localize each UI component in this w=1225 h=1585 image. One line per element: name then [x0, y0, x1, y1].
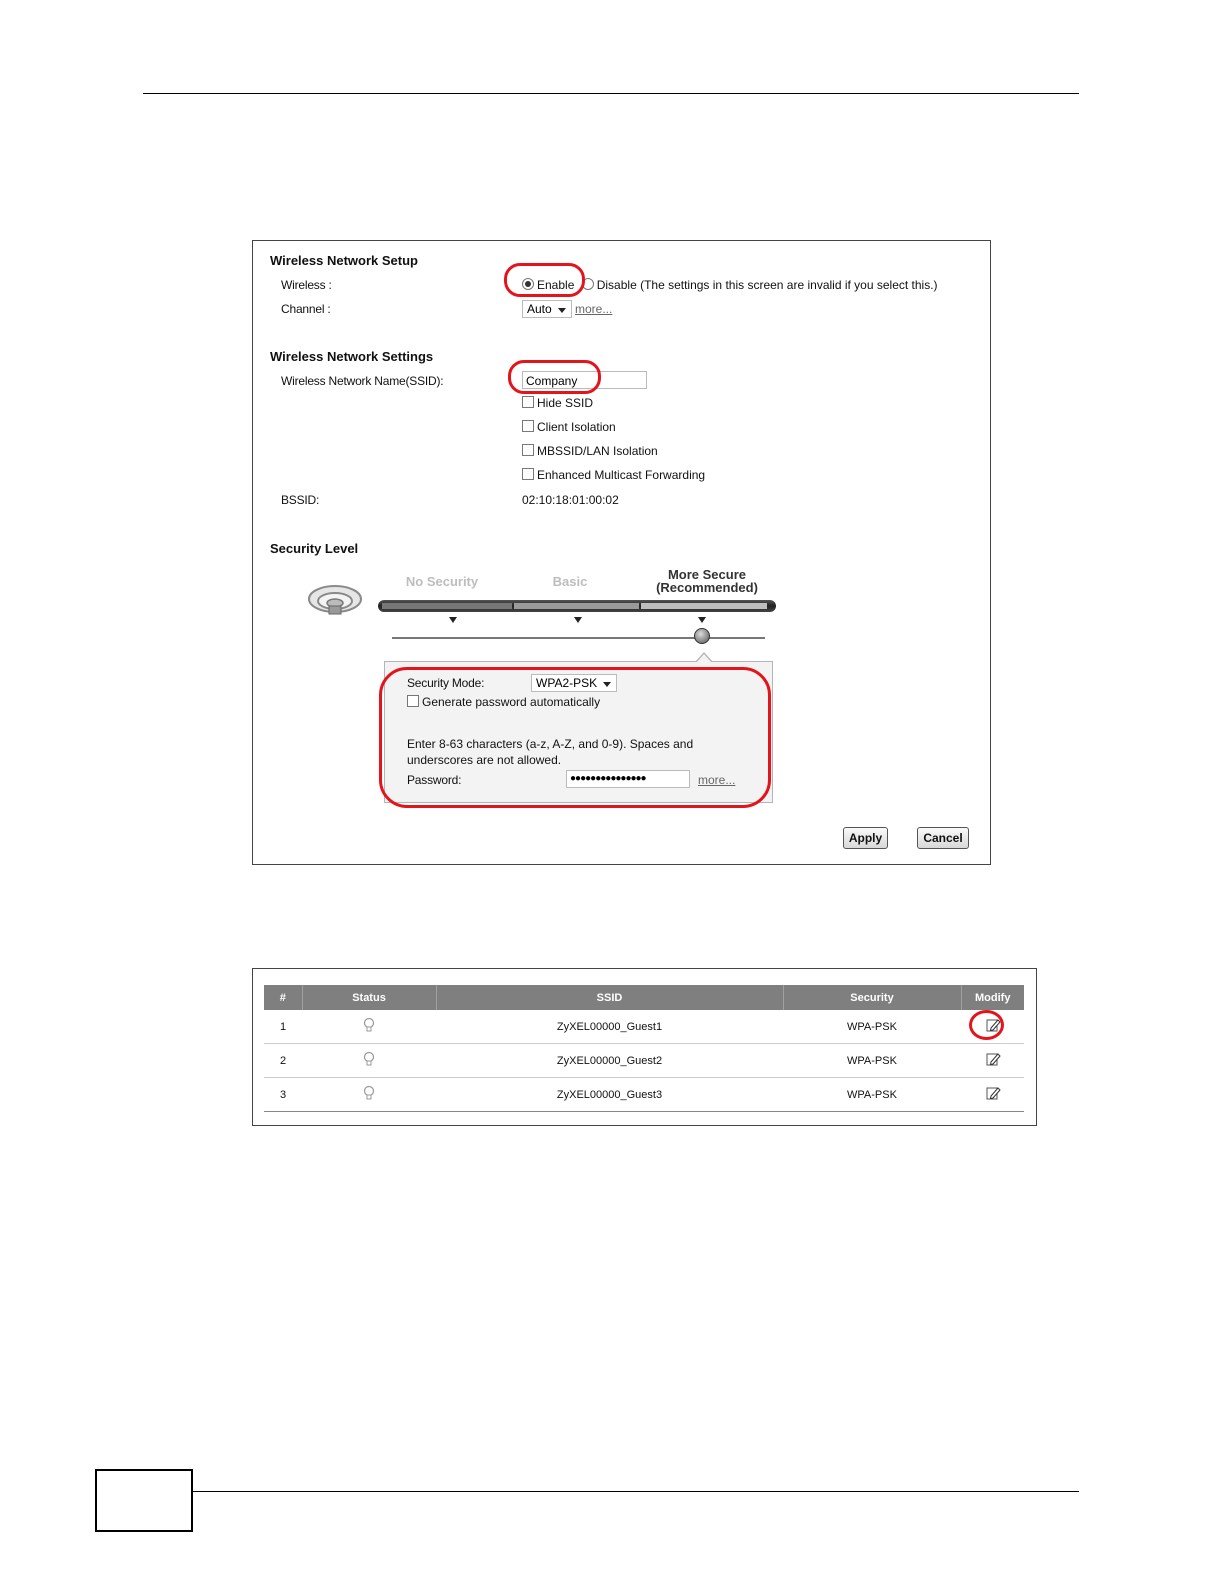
security-slider-knob[interactable] — [694, 628, 710, 644]
ssid-highlight — [508, 360, 601, 394]
checkbox-icon — [522, 468, 534, 480]
level-marker-icon — [574, 617, 582, 623]
channel-label: Channel : — [281, 302, 331, 316]
wifi-router-icon — [307, 582, 363, 618]
table-row — [264, 1044, 1024, 1078]
row-num: 3 — [264, 1078, 302, 1112]
apply-button[interactable]: Apply — [843, 827, 888, 849]
table-row — [264, 1078, 1024, 1112]
enable-highlight — [504, 263, 585, 297]
row-num: 2 — [264, 1044, 302, 1078]
security-mode-label: Security Mode: — [407, 676, 485, 690]
channel-more-link[interactable]: more... — [575, 302, 613, 316]
pointer-arrow-fill — [696, 654, 712, 663]
settings-title: Wireless Network Settings — [270, 349, 434, 364]
table-row — [264, 1010, 1024, 1044]
ssid-label: Wireless Network Name(SSID): — [281, 374, 444, 388]
setup-title: Wireless Network Setup — [270, 253, 418, 268]
client-isolation-checkbox[interactable] — [522, 420, 616, 434]
row-security: WPA-PSK — [783, 1044, 961, 1078]
security-mode-value: WPA2-PSK — [536, 676, 598, 690]
level-basic[interactable]: Basic — [552, 574, 588, 589]
row-security: WPA-PSK — [783, 1078, 961, 1112]
security-bar-segment — [514, 603, 639, 609]
level-marker-icon — [449, 617, 457, 623]
mbssid-isolation-checkbox[interactable] — [522, 444, 658, 458]
checkbox-icon — [522, 420, 534, 432]
wireless-label: Wireless : — [281, 278, 332, 292]
status-bulb-icon — [302, 1044, 436, 1078]
hide-ssid-checkbox[interactable] — [522, 396, 593, 410]
level-marker-icon — [698, 617, 706, 623]
password-more-link[interactable]: more... — [698, 773, 736, 787]
mbssid-isolation-label: MBSSID/LAN Isolation — [537, 444, 658, 458]
modify-highlight — [969, 1010, 1004, 1040]
level-no-security[interactable]: No Security — [405, 574, 479, 589]
level-more-secure-label: More Secure — [667, 567, 747, 582]
multicast-label: Enhanced Multicast Forwarding — [537, 468, 706, 482]
hide-ssid-label: Hide SSID — [537, 396, 594, 410]
channel-value: Auto — [527, 302, 552, 316]
row-ssid: ZyXEL00000_Guest2 — [436, 1044, 783, 1078]
bssid-label: BSSID: — [281, 493, 320, 507]
password-input[interactable]: ●●●●●●●●●●●●●●● — [566, 770, 690, 788]
password-label: Password: — [407, 773, 462, 787]
status-bulb-icon — [302, 1078, 436, 1112]
bottom-rule — [193, 1491, 1079, 1492]
header-ssid: SSID — [436, 985, 783, 1010]
cancel-button[interactable]: Cancel — [917, 827, 969, 849]
header-num: # — [264, 985, 302, 1010]
header-modify: Modify — [961, 985, 1024, 1010]
guest-ssid-table — [264, 985, 1024, 1112]
row-security: WPA-PSK — [783, 1010, 961, 1044]
ssid-input[interactable]: Company — [522, 371, 647, 389]
security-highlight — [379, 667, 771, 808]
row-ssid: ZyXEL00000_Guest1 — [436, 1010, 783, 1044]
checkbox-icon — [522, 396, 534, 408]
row-ssid: ZyXEL00000_Guest3 — [436, 1078, 783, 1112]
disable-radio[interactable] — [582, 278, 938, 292]
checkbox-icon — [522, 444, 534, 456]
security-bar-segment — [641, 603, 767, 609]
row-num: 1 — [264, 1010, 302, 1044]
client-isolation-label: Client Isolation — [537, 420, 616, 434]
level-more-secure[interactable] — [648, 568, 766, 594]
top-rule — [143, 93, 1079, 94]
page-number-box — [95, 1469, 193, 1532]
bssid-value: 02:10:18:01:00:02 — [522, 493, 619, 507]
level-recommended-label: (Recommended) — [656, 580, 758, 595]
table-header-row — [264, 985, 1024, 1010]
chevron-down-icon — [558, 308, 566, 313]
channel-select[interactable] — [522, 300, 572, 318]
header-security: Security — [783, 985, 961, 1010]
multicast-checkbox[interactable] — [522, 468, 705, 482]
edit-icon[interactable] — [961, 1044, 1024, 1078]
edit-icon[interactable] — [961, 1078, 1024, 1112]
disable-label: Disable (The settings in this screen are invalid if you select this.) — [596, 278, 938, 292]
enable-label: Enable — [537, 278, 575, 292]
security-bar-segment — [382, 603, 512, 609]
header-status: Status — [302, 985, 436, 1010]
generate-password-label: Generate password automatically — [422, 695, 601, 709]
status-bulb-icon — [302, 1010, 436, 1044]
security-title: Security Level — [270, 541, 359, 556]
password-hint: Enter 8-63 characters (a-z, A-Z, and 0-9). Spaces and underscores are not allowed. — [407, 737, 694, 767]
